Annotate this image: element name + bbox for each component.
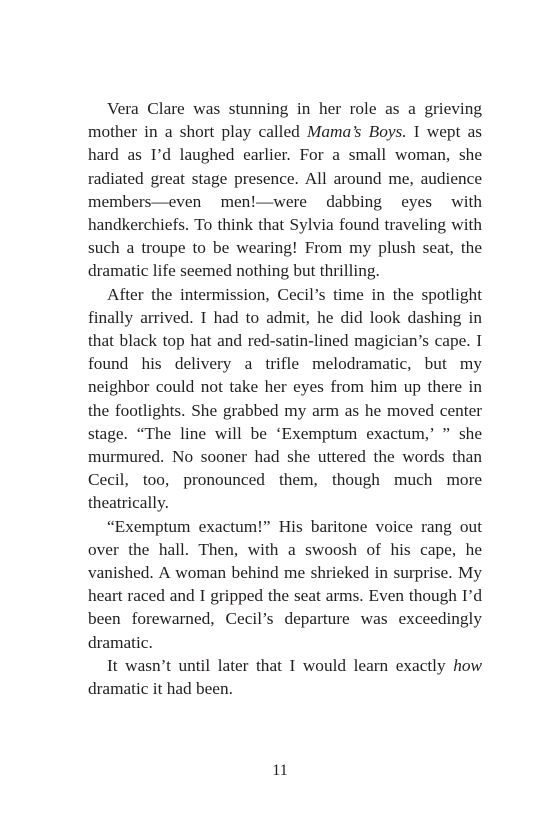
paragraph-4-segment-1: It wasn’t until later that I would learn exactly bbox=[107, 655, 454, 675]
paragraph-4 bbox=[88, 654, 482, 700]
paragraph-2 bbox=[88, 283, 482, 515]
paragraph-4-segment-3: dramatic it had been. bbox=[88, 679, 233, 699]
paragraph-1 bbox=[88, 97, 482, 283]
paragraph-1-segment-3: I wept as hard as I’d laughed earlier. For a small woman, she radiated great stage presence. All around me, audience members—even men!—were dabbing eyes with handkerchiefs. To think that Sylvia found traveling with such a troupe to be wearing! From my plush seat, the dramatic life seemed nothing but thrilling. bbox=[88, 122, 482, 281]
emphasis-how-italic: how bbox=[453, 655, 482, 675]
paragraph-3 bbox=[88, 515, 482, 654]
paragraph-1-segment-1: Vera Clare was stunning in her role as a grieving mother in a short play called bbox=[88, 99, 482, 142]
page-number: 11 bbox=[272, 762, 288, 779]
paragraph-3-segment-1: “Exemptum exactum!” His baritone voice rang out over the hall. Then, with a swoosh of his cape, he vanished. A woman behind me shrieked in surprise. My heart raced and I gripped the seat arms. Even though I’d been forewarned, Cecil’s departure was exceedingly dramatic. bbox=[88, 516, 482, 652]
play-title-italic: Mama’s Boys. bbox=[307, 122, 407, 142]
paragraph-2-segment-1: After the intermission, Cecil’s time in the spotlight finally arrived. I had to admit, he did look dashing in that black top hat and red-satin-lined magician’s cape. I found his delivery a trifle melodramatic, but my neighbor could not take her eyes from him up there in the footlights. She grabbed my arm as he moved center stage. “The line will be ‘Exemptum exactum,’ ” she murmured. No sooner had she uttered the words than Cecil, too, pronounced them, though much more theatrically. bbox=[88, 284, 482, 513]
body-text bbox=[88, 97, 482, 700]
